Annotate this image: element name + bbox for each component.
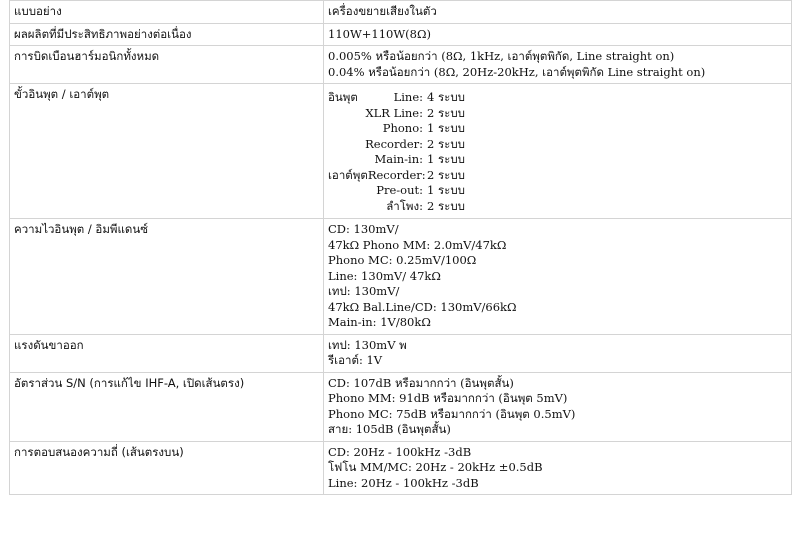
- io-terminal-name: Main-in:: [374, 152, 423, 166]
- value-line: CD: 107dB หรือมากกว่า (อินพุตสั้น): [328, 375, 514, 390]
- row-value: [324, 441, 792, 495]
- io-terminal-count: 1 ระบบ: [427, 183, 465, 197]
- value-line: CD: 130mV/: [328, 222, 399, 236]
- value-line: 47kΩ Bal.Line/CD: 130mV/66kΩ: [328, 299, 517, 314]
- value-line: สาย: 105dB (อินพุตสั้น): [328, 422, 451, 436]
- io-terminal-count: 2 ระบบ: [427, 136, 465, 151]
- io-terminal-count: 2 ระบบ: [427, 167, 465, 182]
- io-terminal-count: 1 ระบบ: [427, 152, 465, 166]
- row-label: แบบอย่าง: [10, 1, 324, 24]
- row-label: การตอบสนองความถี่ (เส้นตรงบน): [10, 441, 324, 495]
- value-line: 110W+110W(8Ω): [328, 26, 432, 41]
- row-value: [324, 372, 792, 441]
- value-line: เทป: 130mV พ: [328, 337, 407, 352]
- row-label: ขั้วอินพุต / เอาต์พุต: [10, 84, 324, 219]
- row-label: อัตราส่วน S/N (การแก้ไข IHF-A, เปิดเส้นตรง): [10, 372, 324, 441]
- row-label: ความไวอินพุต / อิมพีแดนซ์: [10, 219, 324, 335]
- io-terminal-name: Pre-out:: [376, 183, 423, 197]
- row-value: [324, 1, 792, 24]
- row-value: [324, 23, 792, 46]
- io-terminal-name: XLR Line:: [365, 105, 423, 120]
- io-terminal-count: 4 ระบบ: [427, 90, 465, 104]
- value-line: Main-in: 1V/80kΩ: [328, 315, 431, 329]
- value-line: Line: 130mV/ 47kΩ: [328, 268, 441, 283]
- io-terminal-name: Recorder:: [365, 136, 423, 151]
- value-line: 0.04% หรือน้อยกว่า (8Ω, 20Hz-20kHz, เอาต์พุตพิกัด Line straight on): [328, 64, 706, 79]
- table-row: [10, 219, 792, 335]
- io-terminal-name: ลำโพง:: [386, 198, 423, 213]
- io-terminal-list: [328, 90, 787, 214]
- table-row: [10, 23, 792, 46]
- row-value: [324, 84, 792, 219]
- value-line: เครื่องขยายเสียงในตัว: [328, 4, 437, 18]
- table-row: [10, 46, 792, 84]
- table-row: [10, 1, 792, 24]
- table-row: [10, 372, 792, 441]
- value-line: Phono MM: 91dB หรือมากกว่า (อินพุต 5mV): [328, 391, 568, 405]
- value-line: 47kΩ Phono MM: 2.0mV/47kΩ: [328, 237, 507, 252]
- value-line: โฟโน MM/MC: 20Hz - 20kHz ±0.5dB: [328, 460, 543, 474]
- row-value: [324, 219, 792, 335]
- row-value: [324, 334, 792, 372]
- table-row: [10, 84, 792, 219]
- value-line: รีเอาต์: 1V: [328, 353, 383, 367]
- spec-table: [9, 0, 792, 495]
- value-line: CD: 20Hz - 100kHz -3dB: [328, 444, 472, 459]
- io-group-label: อินพุต: [328, 90, 358, 104]
- io-terminal-count: 1 ระบบ: [427, 121, 465, 135]
- io-terminal-count: 2 ระบบ: [427, 198, 465, 213]
- table-row: [10, 441, 792, 495]
- value-line: Phono MC: 75dB หรือมากกว่า (อินพุต 0.5mV): [328, 406, 576, 421]
- value-line: Line: 20Hz - 100kHz -3dB: [328, 475, 479, 490]
- io-terminal-name: Line:: [393, 90, 423, 104]
- value-line: เทป: 130mV/: [328, 284, 400, 298]
- io-terminal-count: 2 ระบบ: [427, 105, 465, 120]
- value-line: Phono MC: 0.25mV/100Ω: [328, 253, 477, 267]
- value-line: 0.005% หรือน้อยกว่า (8Ω, 1kHz, เอาต์พุตพิกัด, Line straight on): [328, 49, 675, 63]
- table-row: [10, 334, 792, 372]
- row-value: [324, 46, 792, 84]
- row-label: การบิดเบือนฮาร์มอนิกทั้งหมด: [10, 46, 324, 84]
- io-terminal-name: Phono:: [382, 121, 423, 135]
- row-label: แรงดันขาออก: [10, 334, 324, 372]
- io-terminal-name: Recorder:: [367, 167, 426, 182]
- row-label: ผลผลิตที่มีประสิทธิภาพอย่างต่อเนื่อง: [10, 23, 324, 46]
- io-group-label: เอาต์พุต: [328, 167, 368, 182]
